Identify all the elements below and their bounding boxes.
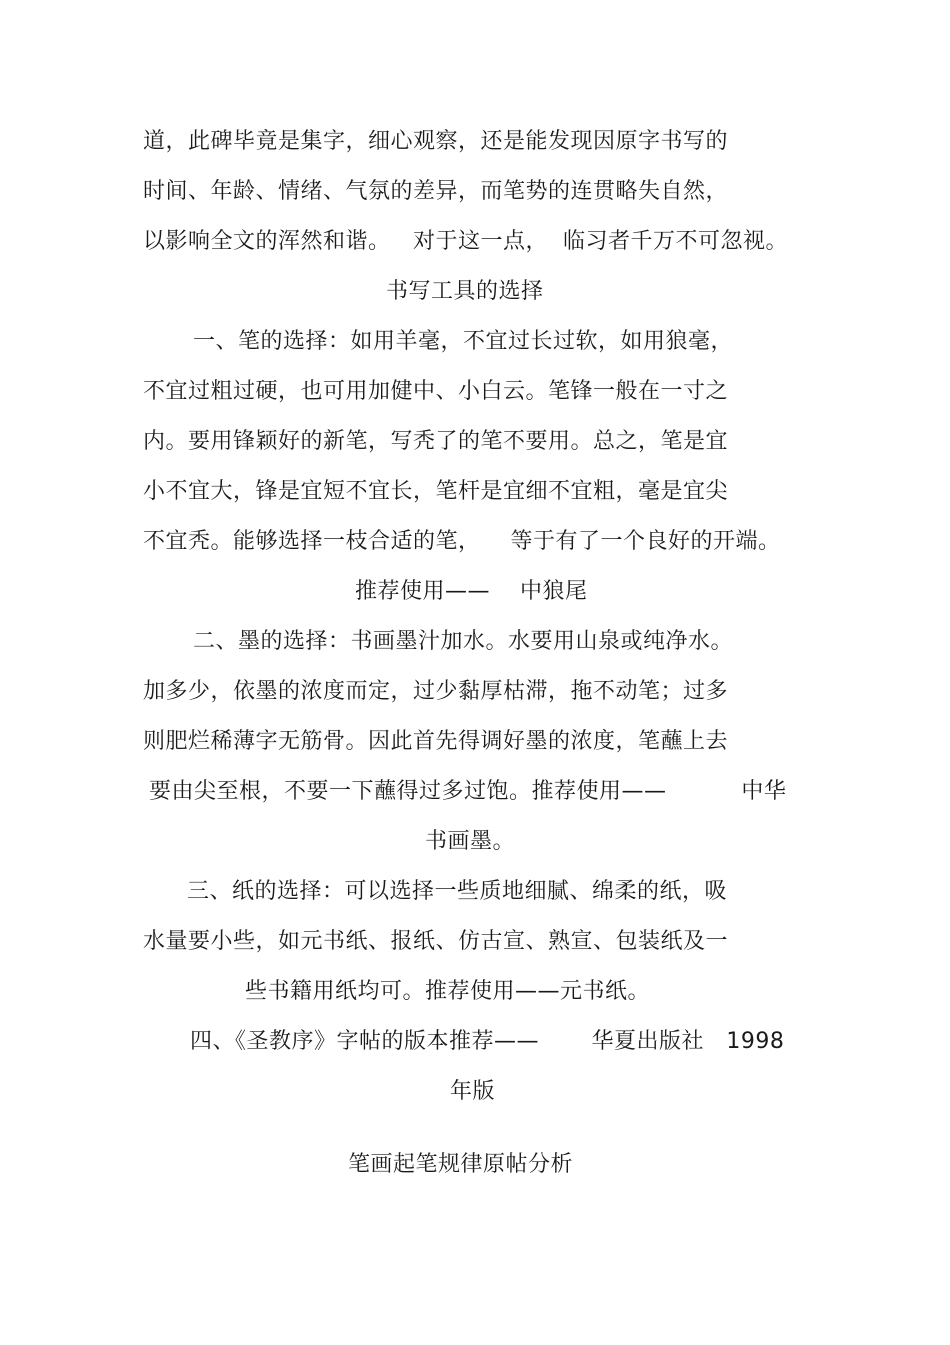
body-line: 不宜过粗过硬，也可用加健中、小白云。笔锋一般在一寸之 bbox=[143, 379, 729, 404]
body-line: 内。要用锋颖好的新笔，写秃了的笔不要用。总之，笔是宜 bbox=[143, 429, 729, 454]
body-line: 小不宜大，锋是宜短不宜长，笔杆是宜细不宜粗，毫是宜尖 bbox=[143, 479, 729, 504]
body-line: 道，此碑毕竟是集字，细心观察，还是能发现因原字书写的 bbox=[143, 129, 729, 154]
section-heading: 书写工具的选择 bbox=[386, 279, 544, 304]
body-line: 年版 bbox=[450, 1079, 496, 1104]
body-line: 些书籍用纸均可。推荐使用——元书纸。 bbox=[245, 979, 651, 1004]
body-line: 则肥烂稀薄字无筋骨。因此首先得调好墨的浓度，笔蘸上去 bbox=[143, 729, 729, 754]
body-line: 二、墨的选择：书画墨汁加水。水要用山泉或纯净水。 bbox=[193, 629, 734, 654]
body-line: 加多少，依墨的浓度而定，过少黏厚枯滞，拖不动笔；过多 bbox=[143, 679, 729, 704]
body-line: 一、笔的选择：如用羊毫，不宜过长过软，如用狼毫， bbox=[193, 329, 734, 354]
body-line: 时间、年龄、情绪、气氛的差异，而笔势的连贯略失自然， bbox=[143, 179, 729, 204]
recommendation-line: 推荐使用—— 中狼尾 bbox=[355, 579, 588, 604]
section-heading: 笔画起笔规律原帖分析 bbox=[348, 1152, 574, 1177]
body-line: 水量要小些，如元书纸、报纸、仿古宣、熟宣、包装纸及一 bbox=[143, 929, 729, 954]
body-line: 要由尖至根，不要一下蘸得过多过饱。推荐使用—— 中华 bbox=[149, 779, 787, 804]
body-line: 四、《圣教序》字帖的版本推荐—— 华夏出版社 1998 bbox=[190, 1029, 785, 1054]
body-line: 不宜秃。能够选择一枝合适的笔， 等于有了一个良好的开端。 bbox=[143, 529, 781, 554]
body-line: 三、纸的选择：可以选择一些质地细腻、绵柔的纸，吸 bbox=[187, 879, 728, 904]
body-line: 书画墨。 bbox=[425, 829, 516, 854]
body-line: 以影响全文的浑然和谐。 对于这一点， 临习者千万不可忽视。 bbox=[143, 229, 788, 254]
